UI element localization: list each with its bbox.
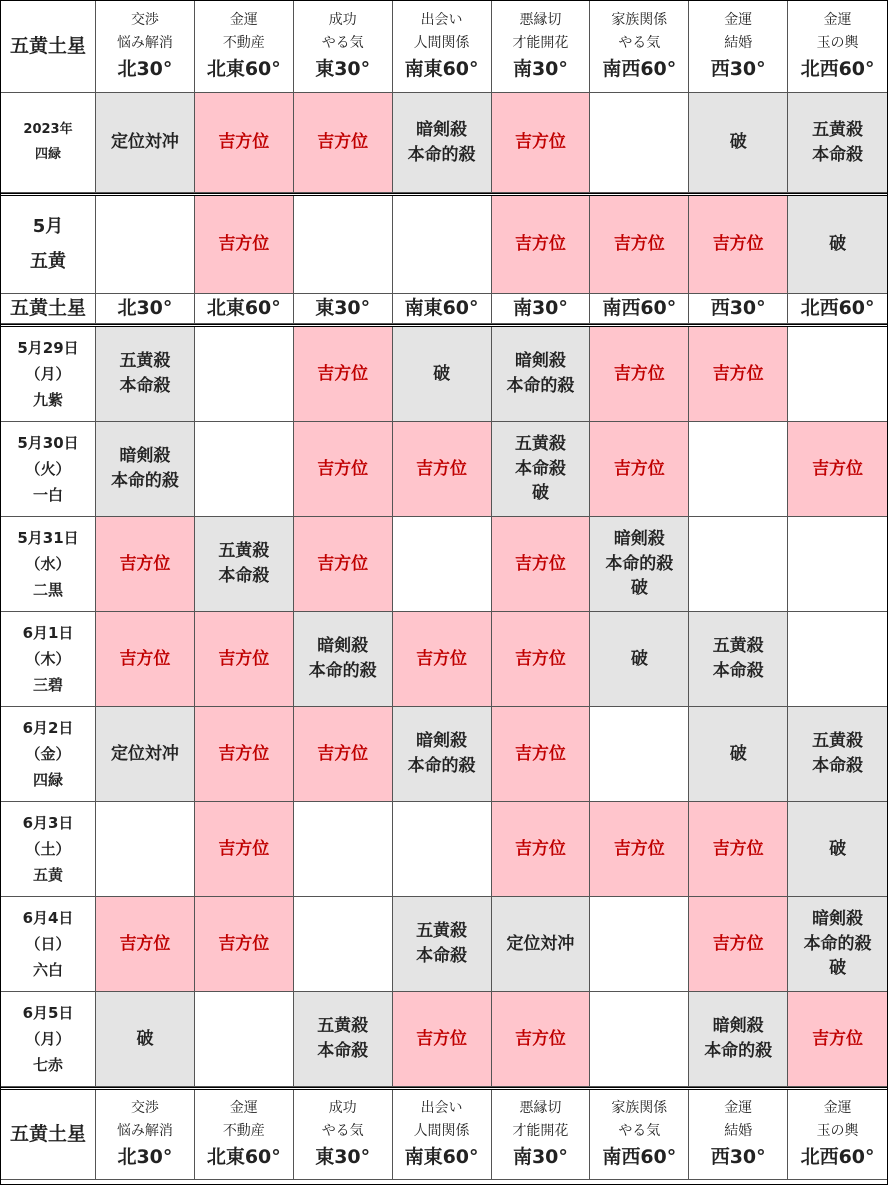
direction-purpose-sub: 結婚 [724, 34, 753, 51]
cell-line: 5月31日 [17, 528, 79, 547]
cell-line: 2023年 [23, 121, 73, 137]
cell-line: 一白 [32, 486, 63, 505]
fortune-cell-bad [294, 992, 393, 1087]
cell-line: 定位対冲 [110, 132, 179, 153]
day-row-label [1, 422, 96, 517]
direction-degree: 北西60° [800, 1146, 875, 1169]
direction-purpose: 悪縁切 [519, 12, 562, 29]
fortune-cell-bad [96, 93, 195, 193]
cell-line: 六白 [32, 961, 63, 980]
fortune-cell-good [96, 612, 195, 707]
mid-direction-header [393, 294, 492, 324]
day-row-label [1, 992, 96, 1087]
fortune-cell-bad [788, 802, 887, 897]
fortune-cell-empty [590, 992, 689, 1087]
table-title: 五黄土星 [9, 34, 86, 57]
cell-line: 吉方位 [712, 933, 764, 954]
cell-line: 破 [829, 958, 847, 979]
cell-line: 暗剣殺 [317, 636, 369, 657]
cell-line: 吉方位 [218, 743, 270, 764]
direction-purpose-sub: やる気 [321, 1122, 364, 1139]
cell-line: 吉方位 [317, 553, 369, 574]
mid-title-cell [1, 294, 96, 324]
cell-line: 吉方位 [416, 648, 468, 669]
cell-line: （水） [25, 554, 71, 573]
cell-line: 本命殺 [812, 756, 864, 776]
fortune-cell-bad [492, 327, 591, 422]
month-row-label [1, 196, 96, 294]
direction-purpose-sub: やる気 [618, 34, 661, 51]
fortune-cell-bad [96, 707, 195, 802]
fortune-cell-good [492, 93, 591, 193]
cell-line: 暗剣殺 [416, 731, 468, 752]
direction-purpose-sub: 玉の輿 [816, 1122, 859, 1139]
fortune-cell-bad [294, 612, 393, 707]
fortune-cell-good [590, 327, 689, 422]
top-direction-header [294, 1, 393, 93]
day-row-label [1, 517, 96, 612]
fortune-cell-bad [590, 612, 689, 707]
cell-line: 本命殺 [317, 1041, 369, 1061]
cell-line: 本命殺 [119, 376, 171, 396]
cell-line: 吉方位 [712, 363, 764, 384]
fortune-cell-bad [788, 196, 887, 294]
fortune-cell-good [294, 707, 393, 802]
direction-purpose: 成功 [328, 12, 357, 29]
cell-line: 本命的殺 [803, 933, 872, 954]
top-direction-header [492, 1, 591, 93]
cell-line: 五黄殺 [812, 119, 864, 140]
cell-line: 吉方位 [812, 458, 864, 479]
cell-line: 吉方位 [218, 838, 270, 859]
fortune-cell-bad [96, 422, 195, 517]
direction-purpose-sub: 人間関係 [413, 34, 470, 51]
cell-line: 吉方位 [613, 458, 665, 479]
year-row-label [1, 93, 96, 193]
fortune-cell-good [492, 612, 591, 707]
bottom-direction-header [195, 1090, 294, 1180]
direction-degree: 北東60° [206, 58, 281, 81]
fortune-cell-empty [195, 422, 294, 517]
fortune-cell-good [689, 327, 788, 422]
direction-purpose-sub: 悩み解消 [116, 1122, 173, 1139]
direction-degree: 西30° [710, 1146, 766, 1169]
direction-degree: 南東60° [404, 296, 479, 319]
direction-degree: 南西60° [602, 1146, 677, 1169]
fortune-cell-good [689, 196, 788, 294]
bottom-direction-header [96, 1090, 195, 1180]
direction-degree: 南東60° [404, 1146, 479, 1169]
fortune-cell-empty [393, 196, 492, 294]
cell-line: 暗剣殺 [613, 529, 665, 550]
fortune-cell-good [294, 93, 393, 193]
direction-purpose: 家族関係 [611, 1100, 668, 1117]
cell-line: 四緑 [34, 146, 61, 162]
cell-line: 九紫 [32, 391, 63, 410]
cell-line: 吉方位 [218, 132, 270, 153]
fortune-cell-bad [689, 93, 788, 193]
cell-line: 五黄殺 [317, 1016, 369, 1037]
cell-line: 吉方位 [218, 234, 270, 255]
cell-line: 吉方位 [119, 648, 171, 669]
direction-purpose: 交渉 [130, 1100, 159, 1117]
cell-line: 定位対冲 [110, 743, 179, 764]
direction-degree: 西30° [710, 58, 766, 81]
fortune-cell-good [492, 196, 591, 294]
direction-degree: 東30° [315, 296, 371, 319]
direction-purpose: 悪縁切 [519, 1100, 562, 1117]
fortune-cell-good [195, 93, 294, 193]
direction-degree: 南西60° [602, 296, 677, 319]
direction-degree: 北西60° [800, 58, 875, 81]
mid-direction-header [492, 294, 591, 324]
fortune-cell-good [788, 422, 887, 517]
fortune-cell-bad [393, 897, 492, 992]
fortune-cell-bad [492, 897, 591, 992]
direction-purpose-sub: 悩み解消 [116, 34, 173, 51]
top-direction-header [393, 1, 492, 93]
mid-direction-header [689, 294, 788, 324]
fortune-cell-empty [195, 992, 294, 1087]
fortune-cell-empty [590, 707, 689, 802]
cell-line: 5月 [32, 216, 64, 238]
fortune-cell-good [590, 802, 689, 897]
direction-degree: 北30° [117, 296, 173, 319]
fortune-cell-good [689, 802, 788, 897]
fortune-cell-bad [96, 992, 195, 1087]
cell-line: （月） [25, 364, 71, 383]
fortune-cell-good [689, 897, 788, 992]
direction-purpose: 金運 [724, 12, 753, 29]
direction-purpose: 交渉 [130, 12, 159, 29]
direction-purpose-sub: 結婚 [724, 1122, 753, 1139]
cell-line: 吉方位 [317, 132, 369, 153]
cell-line: 吉方位 [514, 234, 566, 255]
bottom-direction-header [294, 1090, 393, 1180]
cell-line: （木） [25, 649, 71, 668]
cell-line: 本命殺 [218, 566, 270, 586]
bottom-direction-header [590, 1090, 689, 1180]
fortune-cell-bad [393, 707, 492, 802]
direction-purpose-sub: 不動産 [222, 1122, 265, 1139]
fortune-cell-good [96, 517, 195, 612]
top-direction-header [195, 1, 294, 93]
fortune-cell-bad [689, 992, 788, 1087]
cell-line: 吉方位 [812, 1028, 864, 1049]
cell-line: 破 [829, 234, 847, 255]
bottom-direction-header [492, 1090, 591, 1180]
fortune-cell-good [492, 802, 591, 897]
fortune-cell-bad [788, 897, 887, 992]
direction-purpose-sub: 人間関係 [413, 1122, 470, 1139]
mid-direction-header [195, 294, 294, 324]
fortune-cell-good [393, 422, 492, 517]
fortune-cell-bad [96, 327, 195, 422]
fortune-cell-empty [393, 517, 492, 612]
cell-line: 本命殺 [812, 144, 864, 165]
direction-purpose-sub: 玉の輿 [816, 34, 859, 51]
cell-line: 五黄殺 [119, 351, 171, 372]
cell-line: 破 [136, 1028, 154, 1049]
cell-line: 本命殺 [712, 661, 764, 681]
cell-line: （月） [25, 1029, 71, 1048]
top-direction-header [96, 1, 195, 93]
cell-line: 五黄殺 [416, 921, 468, 942]
direction-purpose: 金運 [724, 1100, 753, 1117]
top-direction-header [788, 1, 887, 93]
cell-line: 破 [729, 743, 747, 764]
fortune-cell-good [393, 992, 492, 1087]
day-row-label [1, 707, 96, 802]
fortune-cell-good [294, 327, 393, 422]
cell-line: 暗剣殺 [514, 351, 566, 372]
top-title-cell [1, 1, 96, 93]
cell-line: 破 [729, 132, 747, 153]
cell-line: 破 [433, 363, 451, 384]
direction-purpose-sub: 不動産 [222, 34, 265, 51]
direction-purpose: 出会い [420, 1100, 463, 1117]
fortune-cell-bad [590, 517, 689, 612]
bottom-direction-header [393, 1090, 492, 1180]
cell-line: 五黄殺 [712, 636, 764, 657]
cell-line: 破 [531, 483, 549, 504]
cell-line: 五黄殺 [514, 434, 566, 455]
cell-line: 吉方位 [514, 648, 566, 669]
direction-degree: 北30° [117, 1146, 173, 1169]
cell-line: 破 [630, 648, 648, 669]
mid-direction-header [96, 294, 195, 324]
cell-line: 6月5日 [22, 1003, 74, 1022]
fortune-cell-empty [590, 93, 689, 193]
cell-line: 暗剣殺 [119, 446, 171, 467]
fortune-cell-empty [294, 802, 393, 897]
direction-purpose: 家族関係 [611, 12, 668, 29]
cell-line: 吉方位 [514, 743, 566, 764]
bottom-title-cell [1, 1090, 96, 1180]
top-direction-header [590, 1, 689, 93]
fortune-cell-good [294, 422, 393, 517]
fortune-cell-empty [788, 517, 887, 612]
direction-purpose-sub: やる気 [321, 34, 364, 51]
fortune-cell-bad [788, 707, 887, 802]
direction-degree: 南30° [512, 296, 568, 319]
fortune-cell-empty [294, 196, 393, 294]
cell-line: 吉方位 [317, 458, 369, 479]
direction-degree: 東30° [315, 58, 371, 81]
direction-purpose: 金運 [823, 1100, 852, 1117]
table-title: 五黄土星 [9, 1122, 86, 1145]
fortune-cell-bad [689, 707, 788, 802]
cell-line: 破 [829, 838, 847, 859]
cell-line: 暗剣殺 [812, 909, 864, 930]
cell-line: 吉方位 [712, 234, 764, 255]
cell-line: 本命殺 [514, 458, 566, 479]
mid-direction-header [294, 294, 393, 324]
bottom-direction-header [689, 1090, 788, 1180]
cell-line: 吉方位 [613, 234, 665, 255]
direction-degree: 南西60° [602, 58, 677, 81]
direction-degree: 南30° [512, 58, 568, 81]
fortune-cell-empty [788, 327, 887, 422]
cell-line: 定位対冲 [506, 933, 575, 954]
cell-line: 吉方位 [119, 553, 171, 574]
direction-purpose: 金運 [229, 12, 258, 29]
direction-purpose-sub: 才能開花 [512, 1122, 569, 1139]
fortune-cell-good [195, 802, 294, 897]
direction-purpose: 成功 [328, 1100, 357, 1117]
cell-line: 6月1日 [22, 623, 74, 642]
fortune-cell-bad [492, 422, 591, 517]
fortune-cell-empty [788, 612, 887, 707]
direction-degree: 北東60° [206, 296, 281, 319]
cell-line: 五黄殺 [812, 731, 864, 752]
cell-line: 5月30日 [17, 433, 79, 452]
direction-degree: 南東60° [404, 58, 479, 81]
cell-line: 吉方位 [317, 743, 369, 764]
cell-line: 五黄殺 [218, 541, 270, 562]
cell-line: 吉方位 [218, 933, 270, 954]
fortune-cell-good [492, 992, 591, 1087]
cell-line: 七赤 [32, 1056, 63, 1075]
fortune-cell-bad [393, 327, 492, 422]
fortune-cell-empty [195, 327, 294, 422]
fortune-cell-good [590, 196, 689, 294]
direction-degree: 北西60° [800, 296, 875, 319]
direction-degree: 南30° [512, 1146, 568, 1169]
fortune-cell-good [590, 422, 689, 517]
fortune-cell-good [195, 897, 294, 992]
cell-line: 暗剣殺 [712, 1016, 764, 1037]
fortune-cell-empty [96, 196, 195, 294]
day-row-label [1, 612, 96, 707]
fortune-cell-empty [689, 422, 788, 517]
cell-line: 吉方位 [514, 1028, 566, 1049]
fortune-cell-good [788, 992, 887, 1087]
fortune-cell-bad [788, 93, 887, 193]
cell-line: 吉方位 [416, 458, 468, 479]
top-direction-header [689, 1, 788, 93]
fortune-cell-bad [689, 612, 788, 707]
cell-line: 吉方位 [218, 648, 270, 669]
fortune-cell-good [492, 517, 591, 612]
cell-line: 吉方位 [514, 132, 566, 153]
cell-line: 五黄 [32, 866, 63, 885]
cell-line: 破 [630, 578, 648, 599]
mid-direction-header [788, 294, 887, 324]
direction-purpose-sub: 才能開花 [512, 34, 569, 51]
fortune-cell-good [195, 707, 294, 802]
cell-line: 吉方位 [712, 838, 764, 859]
bottom-direction-header [788, 1090, 887, 1180]
fortune-cell-empty [393, 802, 492, 897]
cell-line: 6月2日 [22, 718, 74, 737]
cell-line: （火） [25, 459, 71, 478]
fortune-cell-empty [590, 897, 689, 992]
cell-line: 吉方位 [416, 1028, 468, 1049]
cell-line: 吉方位 [613, 838, 665, 859]
cell-line: 三碧 [32, 676, 63, 695]
cell-line: 本命殺 [416, 946, 468, 966]
direction-degree: 北30° [117, 58, 173, 81]
cell-line: 五黄 [30, 250, 66, 272]
fortune-cell-good [393, 612, 492, 707]
direction-degree: 北東60° [206, 1146, 281, 1169]
fortune-cell-good [195, 196, 294, 294]
direction-degree: 東30° [315, 1146, 371, 1169]
cell-line: 本命的殺 [704, 1041, 773, 1061]
cell-line: 本命的殺 [407, 144, 476, 165]
cell-line: （日） [25, 934, 71, 953]
fortune-cell-good [492, 707, 591, 802]
cell-line: （金） [25, 744, 71, 763]
cell-line: 吉方位 [514, 838, 566, 859]
cell-line: 6月4日 [22, 908, 74, 927]
day-row-label [1, 802, 96, 897]
cell-line: 吉方位 [317, 363, 369, 384]
direction-purpose: 金運 [823, 12, 852, 29]
table-title: 五黄土星 [9, 296, 86, 319]
cell-line: 本命的殺 [407, 756, 476, 776]
cell-line: 6月3日 [22, 813, 74, 832]
day-row-label [1, 327, 96, 422]
fortune-cell-good [294, 517, 393, 612]
cell-line: 本命的殺 [110, 471, 179, 491]
direction-purpose: 出会い [420, 12, 463, 29]
fortune-cell-good [195, 612, 294, 707]
fortune-cell-empty [96, 802, 195, 897]
fortune-cell-bad [393, 93, 492, 193]
fortune-cell-empty [294, 897, 393, 992]
cell-line: 二黒 [32, 581, 63, 600]
fortune-cell-empty [689, 517, 788, 612]
direction-purpose: 金運 [229, 1100, 258, 1117]
cell-line: 本命的殺 [605, 553, 674, 574]
fortune-cell-bad [195, 517, 294, 612]
cell-line: 本命的殺 [506, 376, 575, 396]
cell-line: 吉方位 [119, 933, 171, 954]
day-row-label [1, 897, 96, 992]
cell-line: （土） [25, 839, 71, 858]
cell-line: 吉方位 [514, 553, 566, 574]
direction-degree: 西30° [710, 296, 766, 319]
cell-line: 暗剣殺 [416, 119, 468, 140]
cell-line: 四緑 [32, 771, 63, 790]
cell-line: 本命的殺 [308, 661, 377, 681]
cell-line: 吉方位 [613, 363, 665, 384]
cell-line: 5月29日 [17, 338, 79, 357]
mid-direction-header [590, 294, 689, 324]
direction-purpose-sub: やる気 [618, 1122, 661, 1139]
fortune-cell-good [96, 897, 195, 992]
